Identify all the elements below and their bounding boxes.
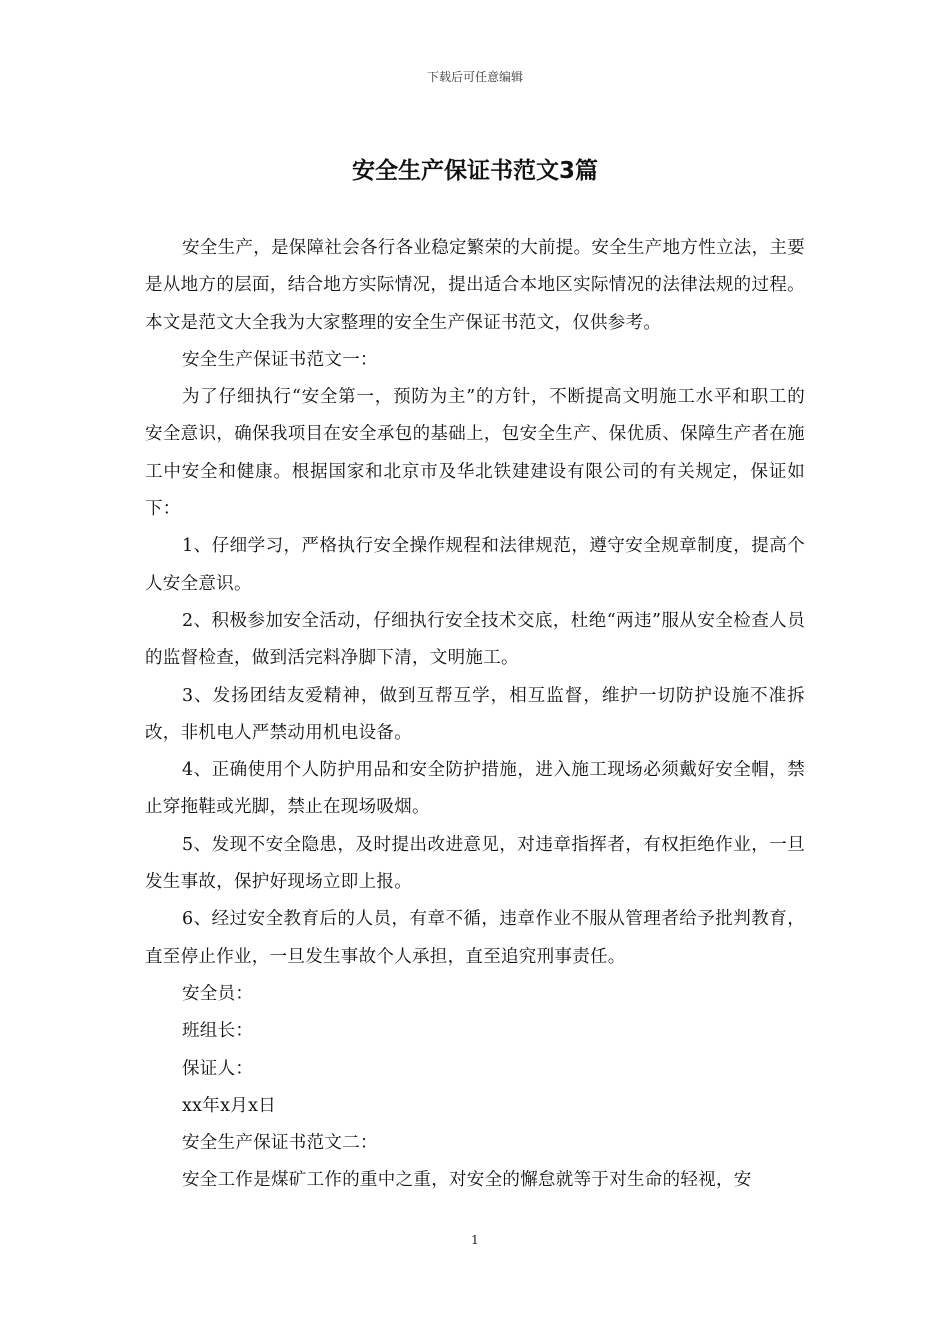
clause-5: 5、发现不安全隐患，及时提出改进意见，对违章指挥者，有权拒绝作业，一旦发生事故，保护好现场立即上报。 xyxy=(145,834,805,893)
clause-2: 2、积极参加安全活动，仔细执行安全技术交底，杜绝“两违”服从安全检查人员的监督检查，做到活完料净脚下清，文明施工。 xyxy=(145,610,805,669)
clause-1: 1、仔细学习，严格执行安全操作规程和法律规范，遵守安全规章制度，提高个人安全意识。 xyxy=(145,536,805,594)
clause-6: 6、经过安全教育后的人员，有章不循，违章作业不服从管理者给予批判教育，直至停止作业，一旦发生事故个人承担，直至追究刑事责任。 xyxy=(145,909,805,967)
clause-3: 3、发扬团结友爱精神，做到互帮互学，相互监督，维护一切防护设施不准拆改，非机电人严禁动用机电设备。 xyxy=(145,685,805,743)
document-title: 安全生产保证书范文3篇 xyxy=(351,158,598,184)
signature-team-leader: 班组长： xyxy=(182,1021,254,1042)
intro-paragraph: 安全生产，是保障社会各行各业稳定繁荣的大前提。安全生产地方性立法，主要是从地方的层面，结合地方实际情况，提出适合本地区实际情况的法律法规的过程。本文是范文大全我为大家整理的安全生产保证书范文，仅供参考。 xyxy=(145,238,805,333)
page-number: 1 xyxy=(471,1233,479,1247)
date-line: xx年x月x日 xyxy=(182,1095,277,1116)
signature-safety-officer: 安全员： xyxy=(182,983,254,1004)
signature-guarantor: 保证人： xyxy=(182,1058,254,1079)
section-heading-two: 安全生产保证书范文二： xyxy=(182,1133,378,1154)
clause-4: 4、正确使用个人防护用品和安全防护措施，进入施工现场必须戴好安全帽，禁止穿拖鞋或光脚，禁止在现场吸烟。 xyxy=(145,760,805,818)
preamble-paragraph: 为了仔细执行“安全第一，预防为主”的方针，不断提高文明施工水平和职工的安全意识，确保我项目在安全承包的基础上，包安全生产、保优质、保障生产者在施工中安全和健康。根据国家和北京市及华北铁建建设有限公司的有关规定，保证如下： xyxy=(145,387,805,520)
document-body xyxy=(145,230,805,1200)
header-note: 下载后可任意编辑 xyxy=(426,70,523,84)
section-two-paragraph: 安全工作是煤矿工作的重中之重，对安全的懈怠就等于对生命的轻视，安 xyxy=(182,1170,752,1191)
section-heading-one: 安全生产保证书范文一： xyxy=(182,349,378,370)
